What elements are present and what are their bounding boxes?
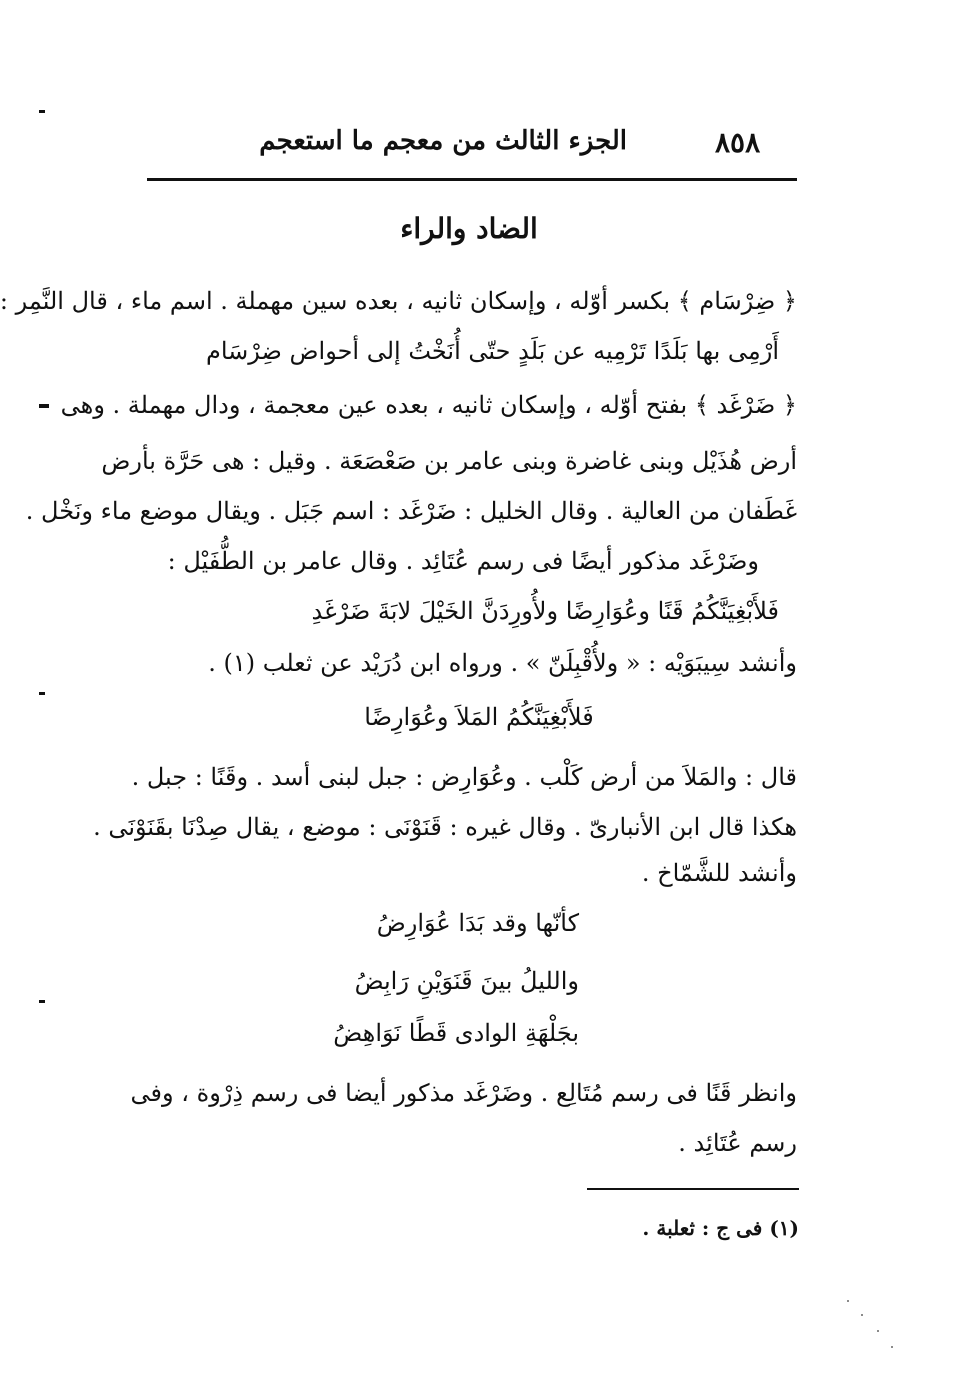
scan-edge-mark	[39, 404, 49, 408]
footnote: (١) فى ج : ثعلبة .	[642, 1216, 799, 1240]
entry-line-9: وأنشد للشَّمّاخ .	[641, 859, 797, 887]
verse-line-5: والليلُ بينَ قَنَوَيْنِ رَابِضُ	[354, 967, 579, 995]
entry-line-5: وضَرْغَد مذكور أيضًا فى رسم عُتَائِد . وقال عامر بن الطُّفَيْل :	[167, 547, 759, 575]
entry-line-4: غَطَفان من العالية . وقال الخليل : ضَرْغَد : اسم جَبَل . ويقال موضع ماء ونَخْل .	[25, 497, 797, 525]
verse-line-4: كأنّها وقد بَدَا عُوَارِضُ	[376, 909, 579, 937]
footnote-rule	[587, 1188, 799, 1190]
scan-speck	[861, 1314, 863, 1316]
entry-line-6: وأنشد سِيبَوَيْه : « ولأُقْبِلَنّ » . ورواه ابن دُرَيْد عن ثعلب (١) .	[208, 649, 797, 677]
entry-line-1: ﴿ ضِرْسَام ﴾ بكسر أوّله ، وإسكان ثانيه ، بعده سين مهملة . اسم ماء ، قال النَّمِر :	[0, 287, 797, 315]
scan-speck	[891, 1346, 893, 1348]
scan-edge-mark	[39, 110, 45, 113]
entry-line-3: أرض هُذَيْل وبنى غاضرة وبنى عامر بن صَعْصَعَة . وقيل : هى حَرَّة بأرض	[101, 447, 797, 475]
entry-line-8: هكذا قال ابن الأنبارىّ . وقال غيره : قَنَوْنَى : موضع ، يقال صِدْنَا بقَنَوْنَى .	[93, 813, 797, 841]
scan-edge-mark	[39, 1000, 45, 1003]
section-title: الضاد والراء	[400, 212, 538, 245]
entry-line-7: قال : والمَلاَ من أرض كَلْب . وعُوَارِض : جبل لبنى أسد . وقَنًا : جبل .	[131, 763, 797, 791]
scan-speck	[847, 1300, 849, 1302]
entry-line-2: ﴿ ضَرْغَد ﴾ بفتح أوّله ، وإسكان ثانيه ، بعده عين معجمة ، ودال مهملة . وهى	[60, 391, 797, 419]
verse-line-2: فَلأَبْغِيَنَّكُمُ قَنًا وعُوَارِضًا ولأُورِدَنَّ الخَيْلَ لابَةَ ضَرْغَدِ	[311, 597, 779, 625]
scan-edge-mark	[39, 692, 45, 695]
verse-line-6: بجَلْهَةِ الوادى قَطًا نَوَاهِضُ	[333, 1019, 579, 1047]
entry-line-11: رسم عُتَائِد .	[678, 1129, 797, 1157]
entry-line-10: وانظر قَنًا فى رسم مُتَالِع . وضَرْغَد مذكور أيضا فى رسم ذِرْوة ، وفى	[130, 1079, 797, 1107]
header-rule	[147, 178, 797, 181]
scan-speck	[877, 1330, 879, 1332]
verse-line-1: أَرْمِى بها بَلَدًا تَرْمِيه عن بَلَدٍ حتّى أُنَخْتُ إلى أحواض ضِرْسَام	[205, 337, 779, 365]
running-title: الجزء الثالث من معجم ما استعجم	[259, 126, 627, 156]
page-number: ٨٥٨	[715, 126, 761, 159]
verse-line-3: فَلأَبْغِيَنَّكُمُ المَلاَ وعُوَارِضًا	[364, 703, 594, 731]
